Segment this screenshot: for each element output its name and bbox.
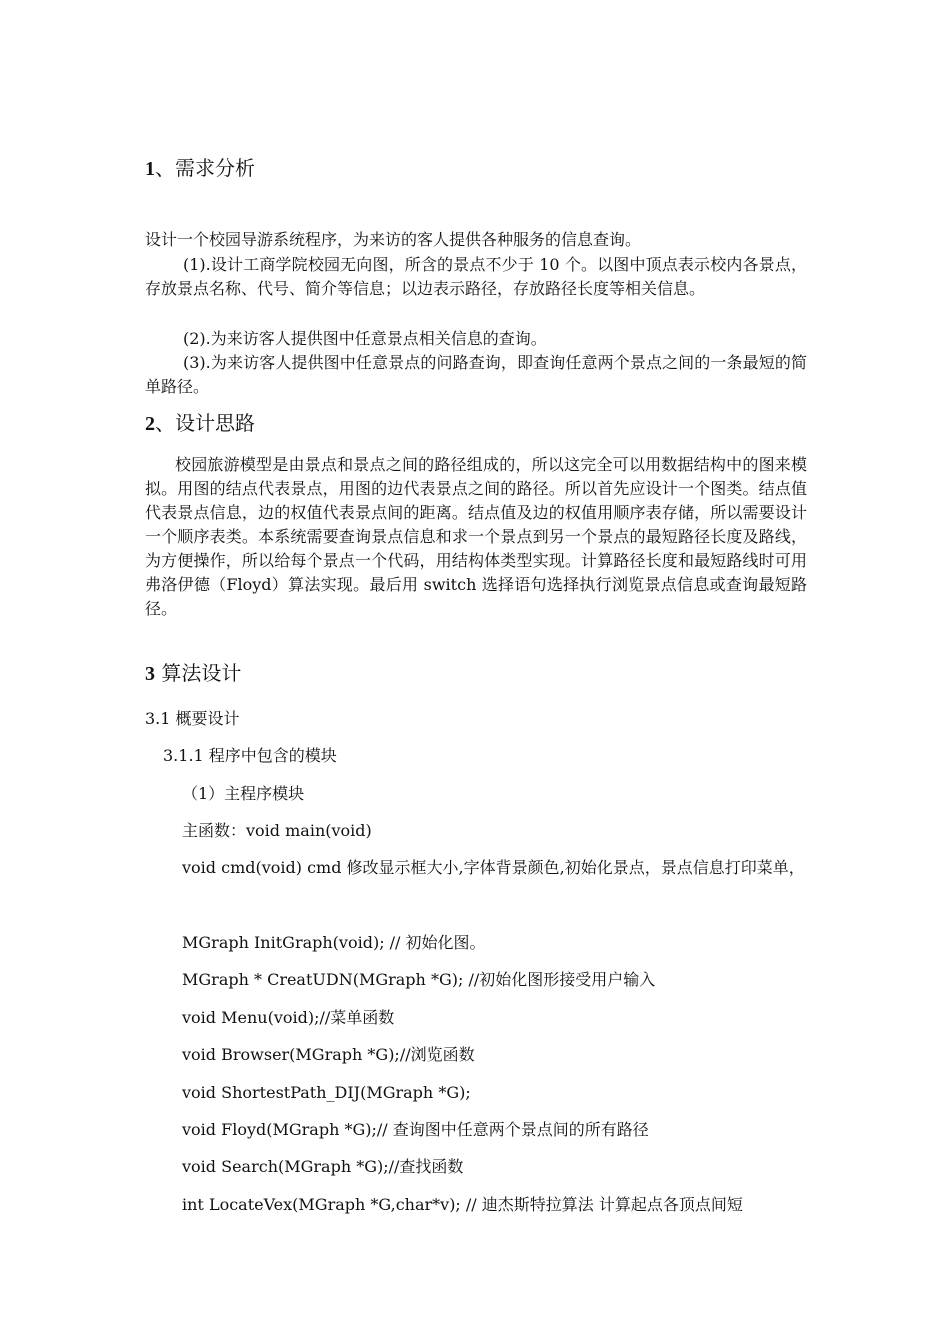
section-1-heading: 1、需求分析 [145, 156, 255, 180]
function-line: void Browser(MGraph *G);//浏览函数 [182, 1045, 475, 1064]
function-line: void ShortestPath_DIJ(MGraph *G); [182, 1083, 471, 1102]
function-line: int LocateVex(MGraph *G,char*v); // 迪杰斯特拉算法 计算起点各顶点间短 [182, 1195, 743, 1214]
s1-item-2: (2).为来访客人提供图中任意景点相关信息的查询。 [183, 329, 547, 348]
s1-item-3: (3).为来访客人提供图中任意景点的问路查询，即查询任意两个景点之间的一条最短的简单路径。 [145, 353, 807, 396]
section-2-heading: 2、设计思路 [145, 411, 255, 435]
module-heading: （1）主程序模块 [182, 784, 305, 803]
s2-paragraph: 校园旅游模型是由景点和景点之间的路径组成的，所以这完全可以用数据结构中的图来模拟。用图的结点代表景点，用图的边代表景点之间的路径。所以首先应设计一个图类。结点值代表景点信息，边的权值代表景点间的距离。结点值及边的权值用顺序表存储，所以需要设计一个顺序表类。本系统需要查询景点信息和求一个景点到另一个景点的最短路径长度及路线，为方便操作，所以给每个景点一个代码，用结构体类型实现。计算路径长度和最短路线时可用弗洛伊德（Floyd）算法实现。最后用 switch 选择语句选择执行浏览景点信息或查询最短路径。 [145, 455, 807, 618]
s1-intro: 设计一个校园导游系统程序，为来访的客人提供各种服务的信息查询。 [145, 230, 642, 249]
function-line: MGraph * CreatUDN(MGraph *G); //初始化图形接受用户输入 [182, 970, 656, 989]
subsection-3-1: 3.1 概要设计 [145, 709, 240, 728]
function-line: void Menu(void);//菜单函数 [182, 1008, 395, 1027]
s1-item-1: (1).设计工商学院校园无向图，所含的景点不少于 10 个。以图中顶点表示校内各景点，存放景点名称、代号、简介等信息；以边表示路径，存放路径长度等相关信息。 [145, 255, 807, 298]
cmd-function: void cmd(void) cmd 修改显示框大小,字体背景颜色,初始化景点，景点信息打印菜单， [182, 858, 805, 877]
main-function: 主函数：void main(void) [182, 821, 372, 840]
function-line: MGraph InitGraph(void); // 初始化图。 [182, 933, 486, 952]
function-line: void Search(MGraph *G);//查找函数 [182, 1157, 464, 1176]
subsection-3-1-1: 3.1.1 程序中包含的模块 [163, 746, 337, 765]
function-line: void Floyd(MGraph *G);// 查询图中任意两个景点间的所有路径 [182, 1120, 649, 1139]
section-3-heading: 3 算法设计 [145, 661, 242, 685]
